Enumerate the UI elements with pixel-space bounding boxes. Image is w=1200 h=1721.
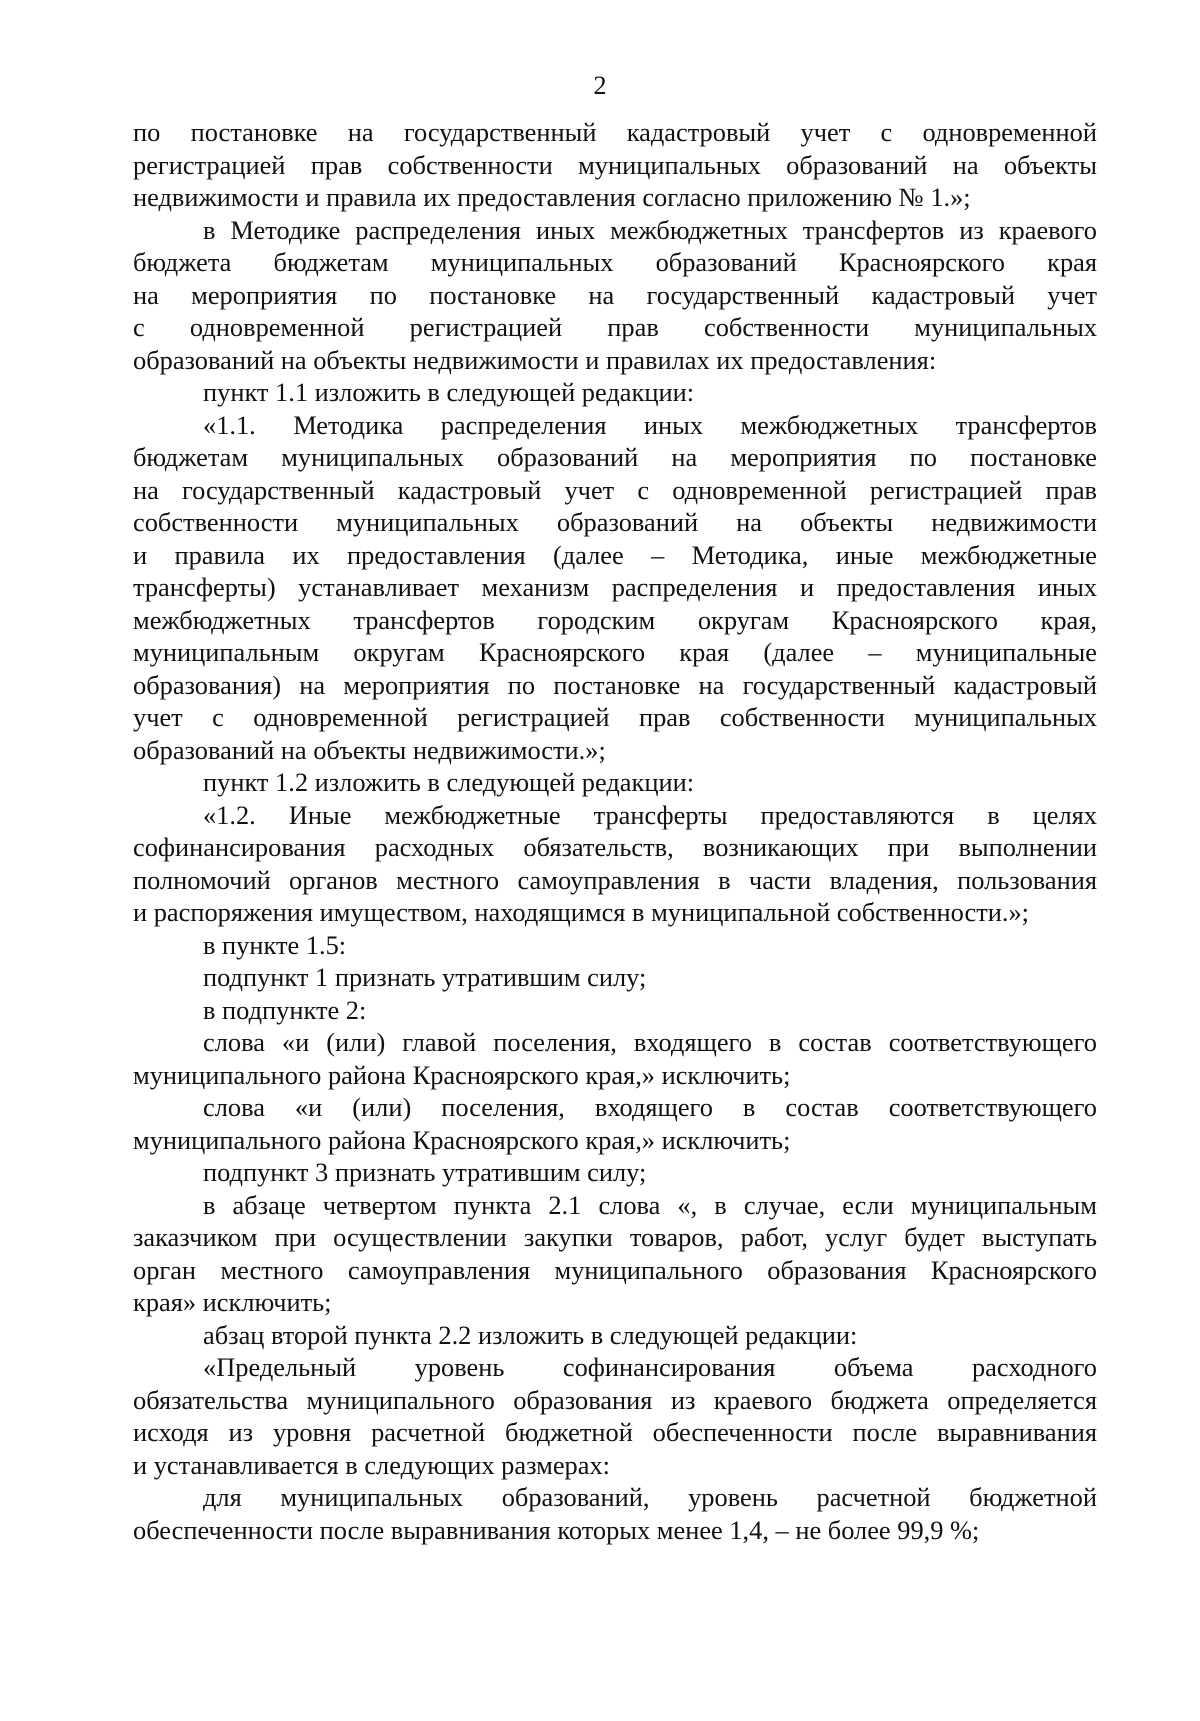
text-line: бюджетам муниципальных образований на мероприятия по постановке <box>133 442 1097 472</box>
text-line: подпункт 3 признать утратившим силу; <box>203 1157 647 1187</box>
text-line: заказчиком при осуществлении закупки товаров, работ, услуг будет выступать <box>133 1222 1097 1252</box>
text-line: недвижимости и правила их предоставления согласно приложению № 1.»; <box>133 182 971 212</box>
text-line: образований на объекты недвижимости и правилах их предоставления: <box>133 344 937 375</box>
text-line: обеспеченности после выравнивания которых менее 1,4, – не более 99,9 %; <box>133 1514 980 1545</box>
text-line: слова «и (или) главой поселения, входящего в состав соответствующего <box>203 1027 1097 1057</box>
text-line: на государственный кадастровый учет с одновременной регистрацией прав <box>133 474 1097 505</box>
text-line: трансферты) устанавливает механизм распределения и предоставления иных <box>133 572 1097 602</box>
text-line: абзац второй пункта 2.2 изложить в следующей редакции: <box>203 1319 858 1350</box>
text-line: в подпункте 2: <box>203 994 367 1025</box>
text-line: «1.2. Иные межбюджетные трансферты предоставляются в целях <box>203 799 1097 830</box>
text-line: в пункте 1.5: <box>203 929 347 960</box>
text-line: регистрацией прав собственности муниципальных образований на объекты <box>133 149 1097 180</box>
text-line: пункт 1.1 изложить в следующей редакции: <box>203 377 695 407</box>
text-line: исходя из уровня расчетной бюджетной обеспеченности после выравнивания <box>133 1417 1097 1447</box>
text-line: образований на объекты недвижимости.»; <box>133 734 606 765</box>
text-line: бюджета бюджетам муниципальных образований Красноярского края <box>133 247 1097 277</box>
text-line: слова «и (или) поселения, входящего в состав соответствующего <box>203 1092 1097 1122</box>
text-line: межбюджетных трансфертов городским округам Красноярского края, <box>133 604 1097 635</box>
text-line: края» исключить; <box>133 1287 332 1317</box>
text-line: по постановке на государственный кадастровый учет с одновременной <box>133 117 1097 147</box>
text-line: полномочий органов местного самоуправления в части владения, пользования <box>133 864 1097 895</box>
text-line: и распоряжения имуществом, находящимся в муниципальной собственности.»; <box>133 897 1029 927</box>
text-line: и устанавливается в следующих размерах: <box>133 1449 610 1480</box>
text-line: «Предельный уровень софинансирования объема расходного <box>203 1352 1097 1382</box>
text-line: муниципального района Красноярского края,» исключить; <box>133 1059 791 1090</box>
text-line: «1.1. Методика распределения иных межбюджетных трансфертов <box>203 409 1097 440</box>
text-line: обязательства муниципального образования из краевого бюджета определяется <box>133 1384 1097 1415</box>
text-line: в абзаце четвертом пункта 2.1 слова «, в случае, если муниципальным <box>203 1189 1097 1220</box>
text-line: в Методике распределения иных межбюджетных трансфертов из краевого <box>203 214 1097 245</box>
text-line: подпункт 1 признать утратившим силу; <box>203 962 647 992</box>
text-line: пункт 1.2 изложить в следующей редакции: <box>203 767 695 797</box>
text-line: учет с одновременной регистрацией прав собственности муниципальных <box>133 702 1097 732</box>
text-line: муниципальным округам Красноярского края (далее – муниципальные <box>133 637 1097 667</box>
text-line: с одновременной регистрацией прав собственности муниципальных <box>133 312 1097 342</box>
text-line: на мероприятия по постановке на государственный кадастровый учет <box>133 279 1097 310</box>
text-line: и правила их предоставления (далее – Методика, иные межбюджетные <box>133 539 1097 570</box>
text-line: собственности муниципальных образований на объекты недвижимости <box>133 507 1097 537</box>
page-number: 2 <box>593 71 607 100</box>
text-line: муниципального района Красноярского края,» исключить; <box>133 1124 791 1155</box>
text-line: образования) на мероприятия по постановке на государственный кадастровый <box>133 669 1097 700</box>
text-line: для муниципальных образований, уровень расчетной бюджетной <box>203 1482 1097 1512</box>
document-body <box>133 116 1097 1546</box>
text-line: софинансирования расходных обязательств, возникающих при выполнении <box>133 832 1097 862</box>
text-line: орган местного самоуправления муниципального образования Красноярского <box>133 1254 1097 1285</box>
